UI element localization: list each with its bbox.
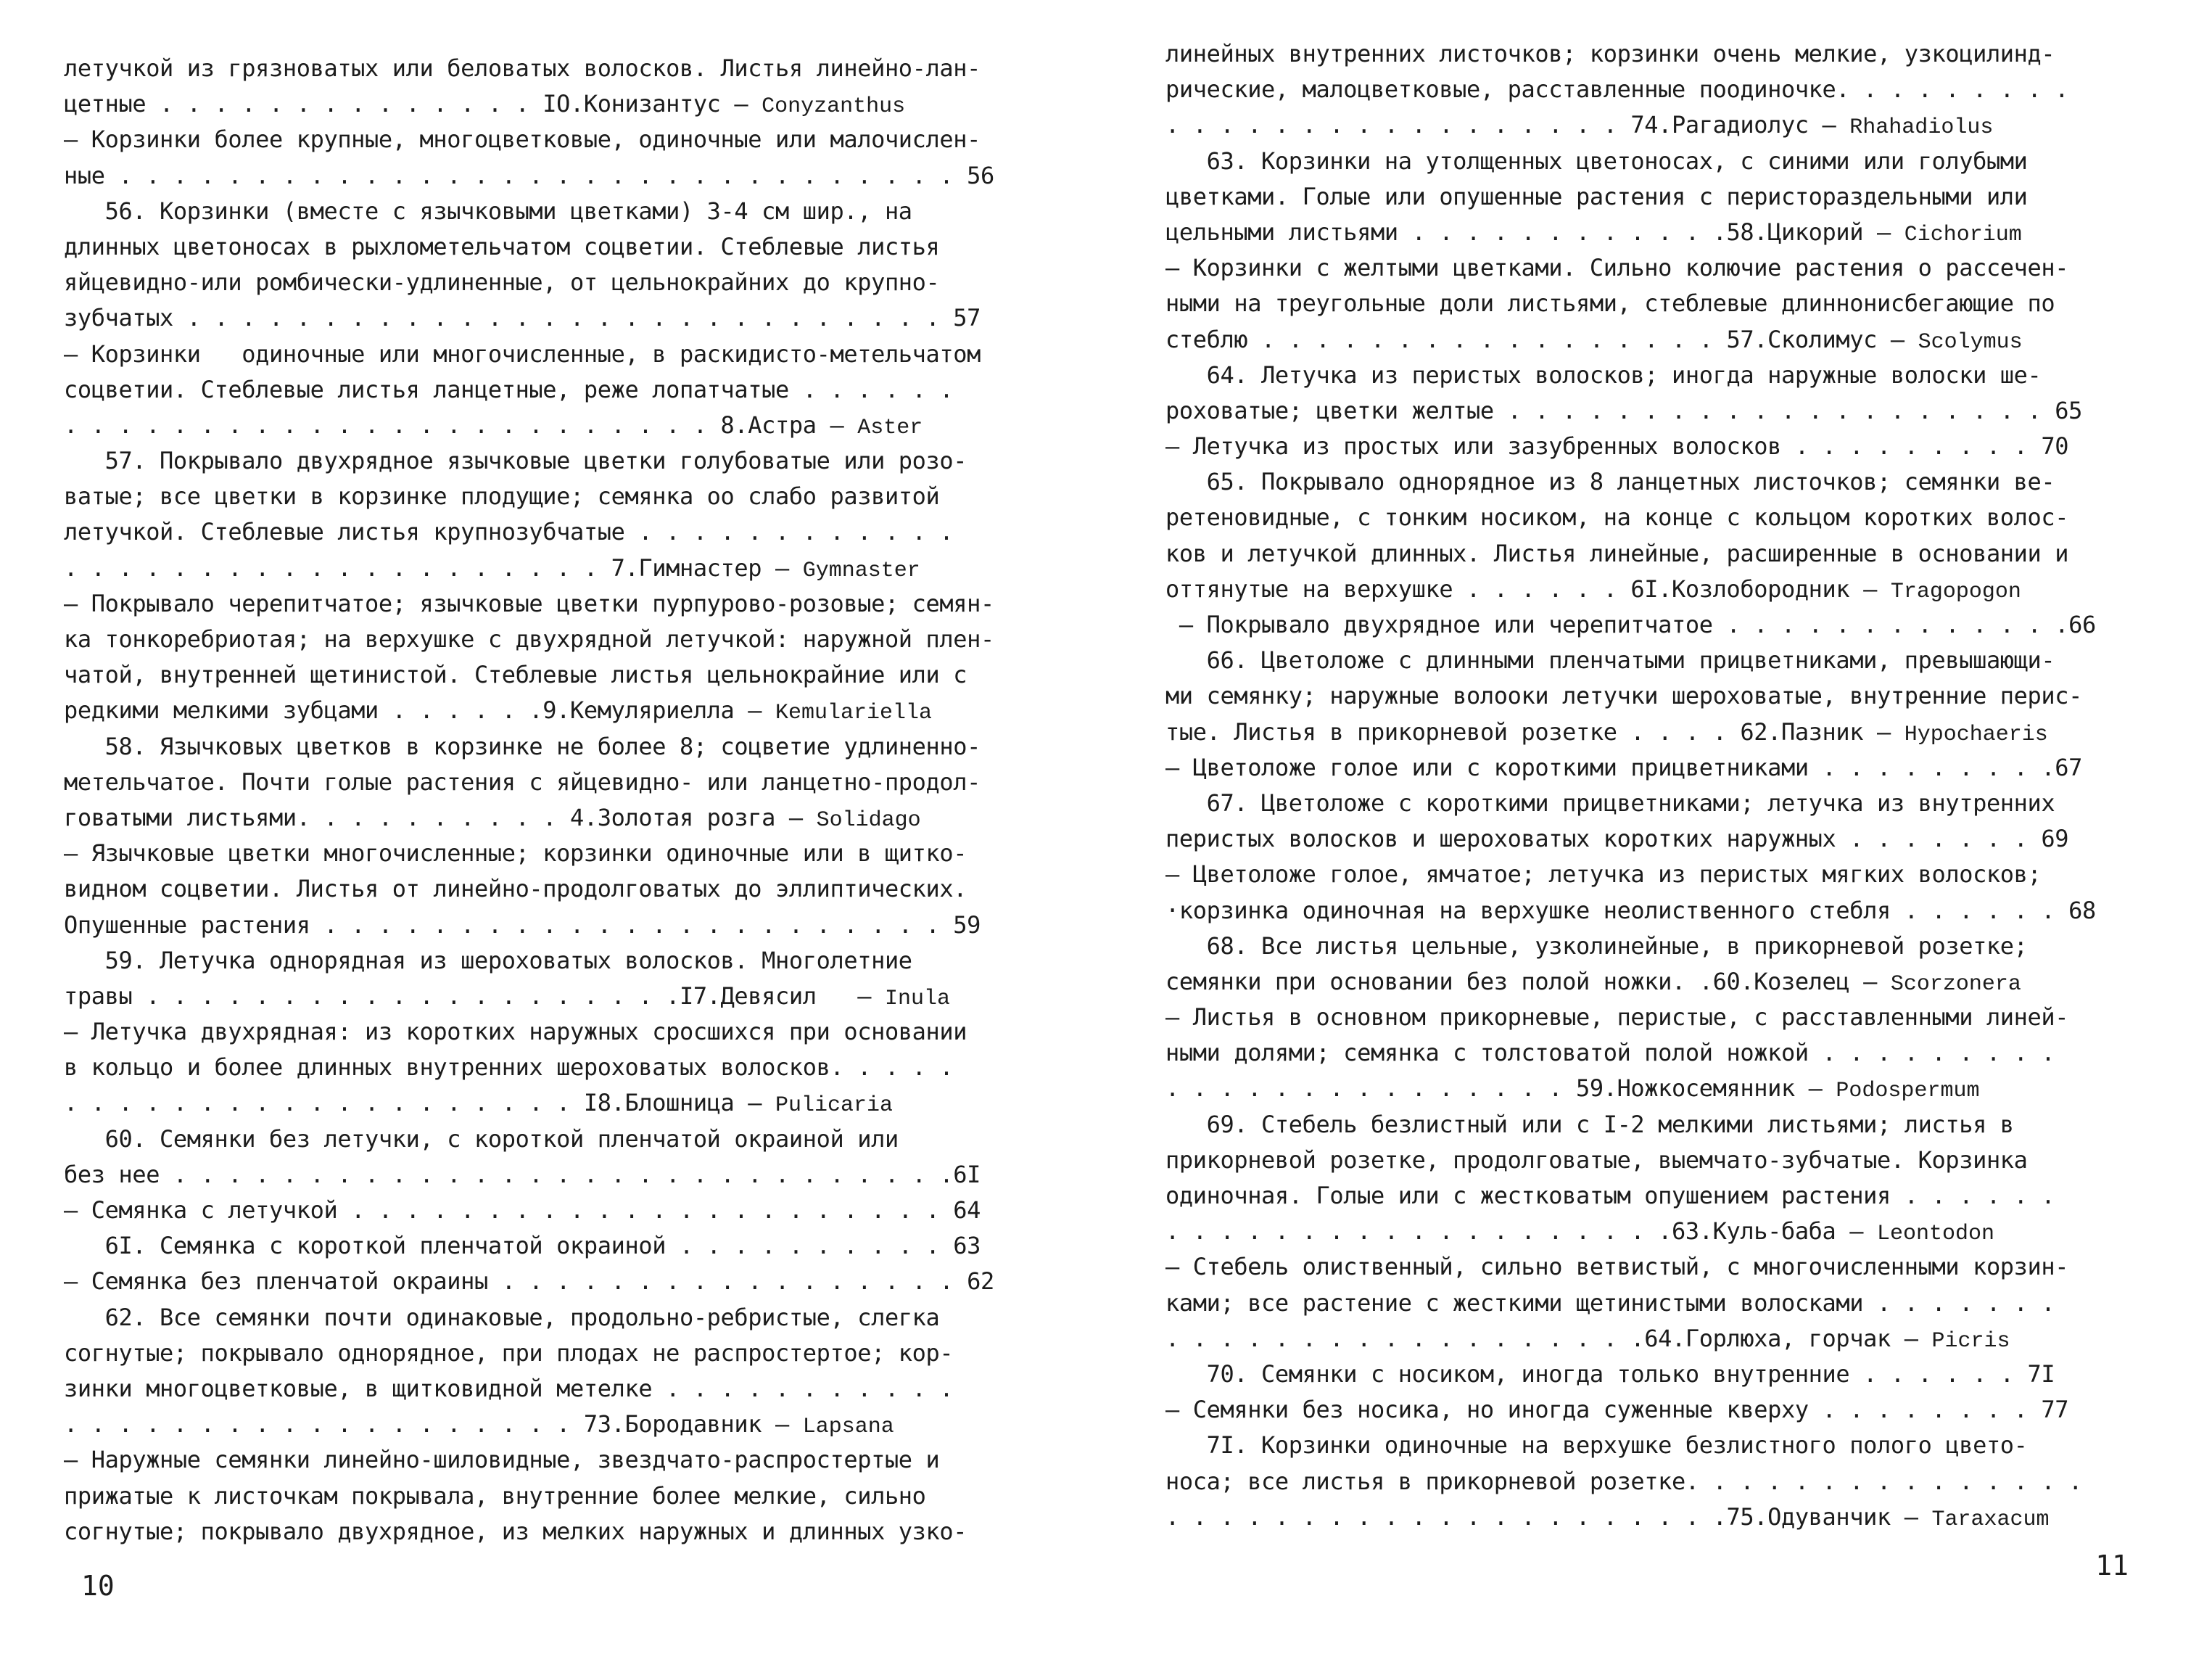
text-line <box>1165 643 2174 678</box>
text-line <box>64 1228 1061 1264</box>
text-line <box>64 943 1061 979</box>
line-text: – Семянки без носика, но иногда суженные кверху . . . . . . . . 77 <box>1165 1396 2069 1424</box>
line-text: ными долями; семянка с толстоватой полой ножкой . . . . . . . . . <box>1165 1039 2055 1067</box>
line-text: 58. Язычковых цветков в корзинке не более 8; соцветие удлиненно- <box>64 732 981 760</box>
text-line <box>1165 821 2174 857</box>
text-line <box>64 1371 1061 1407</box>
line-text: цетные . . . . . . . . . . . . . . IO.Конизантус – <box>64 90 762 118</box>
line-text: говатыми листьями. . . . . . . . . . 4.Золотая розга – <box>64 803 817 831</box>
right-page <box>1106 0 2212 1654</box>
latin-genus-name: Hypochaeris <box>1904 722 2048 747</box>
text-line <box>64 765 1061 800</box>
line-text: цельными листьями . . . . . . . . . . . .58.Цикорий – <box>1165 218 1904 246</box>
text-line <box>1165 750 2174 786</box>
text-line <box>64 1407 1061 1442</box>
text-line <box>64 300 1061 336</box>
latin-genus-name: Inula <box>884 986 950 1011</box>
line-text: тые. Листья в прикорневой розетке . . . . 62.Пазник – <box>1165 717 1904 746</box>
text-line <box>1165 1285 2174 1321</box>
line-text: – Корзинки одиночные или многочисленные, в раскидисто-метельчатом <box>64 340 981 368</box>
text-line <box>1165 678 2174 714</box>
line-text: . . . . . . . . . . . . . . . . . . . 73.Бородавник – <box>64 1410 803 1439</box>
text-line <box>64 908 1061 943</box>
line-text: роховатые; цветки желтые . . . . . . . . . . . . . . . . . . . . 65 <box>1165 396 2082 424</box>
text-line <box>1165 607 2174 643</box>
text-line <box>1165 1428 2174 1463</box>
line-text: 70. Семянки с носиком, иногда только внутренние . . . . . . 7I <box>1165 1359 2055 1388</box>
left-page-text <box>64 51 1061 1550</box>
line-text: – Семянка с летучкой . . . . . . . . . . . . . . . . . . . . . . 64 <box>64 1196 981 1224</box>
line-text: – Корзинки с желтыми цветками. Сильно колючие растения о рассечен- <box>1165 254 2069 282</box>
latin-genus-name: Leontodon <box>1877 1222 1995 1247</box>
text-line <box>64 551 1061 586</box>
line-text: – Цветоложе голое, ямчатое; летучка из перистых мягких волосков; <box>1165 860 2042 889</box>
line-text: оттянутые на верхушке . . . . . . 6I.Козлобородник – <box>1165 575 1891 603</box>
latin-genus-name: Lapsana <box>802 1415 894 1440</box>
line-text: 56. Корзинки (вместе с язычковыми цветками) 3-4 см шир., на <box>64 197 912 225</box>
line-text: – Корзинки более крупные, многоцветковые, одиночные или малочислен- <box>64 126 981 154</box>
text-line <box>1165 1071 2174 1106</box>
line-text: ватые; все цветки в корзинке плодущие; семянка оо слабо развитой <box>64 482 940 511</box>
text-line <box>1165 893 2174 929</box>
text-line <box>1165 1035 2174 1071</box>
line-text: 63. Корзинки на утолщенных цветоносах, с синими или голубыми <box>1165 147 2028 175</box>
line-text: . . . . . . . . . . . . . . . . . . . . . . . . 8.Астра – <box>64 411 858 439</box>
latin-genus-name: Gymnaster <box>802 558 920 583</box>
text-line <box>1165 1143 2174 1178</box>
line-text: соцветии. Стеблевые листья ланцетные, реже лопатчатые . . . . . . <box>64 375 954 403</box>
line-text: – Язычковые цветки многочисленные; корзинки одиночные или в щитко- <box>64 839 967 868</box>
latin-genus-name: Conyzanthus <box>762 94 906 120</box>
text-line <box>1165 1178 2174 1214</box>
line-text: метельчатое. Почти голые растения с яйцевидно- или ланцетно-продол- <box>64 768 981 796</box>
line-text: ные . . . . . . . . . . . . . . . . . . . . . . . . . . . . . . . 56 <box>64 161 994 189</box>
page-number: 10 <box>81 1570 115 1602</box>
line-text: – Листья в основном прикорневые, перистые, с расставленными линей- <box>1165 1003 2069 1032</box>
text-line <box>1165 964 2174 1000</box>
line-text: семянки при основании без полой ножки. .60.Козелец – <box>1165 967 1891 995</box>
line-text: согнутые; покрывало однорядное, при плодах не распростертое; кор- <box>64 1338 954 1367</box>
text-line <box>1165 393 2174 429</box>
line-text: 69. Стебель безлистный или с I-2 мелкими листьями; листья в <box>1165 1110 2014 1138</box>
line-text: . . . . . . . . . . . . . . . 59.Ножкосемянник – <box>1165 1074 1836 1103</box>
text-line <box>64 1442 1061 1478</box>
line-text: зинки многоцветковые, в щитковидной метелке . . . . . . . . . . . <box>64 1374 954 1402</box>
line-text: рические, малоцветковые, расставленные поодиночке. . . . . . . . . <box>1165 75 2069 104</box>
text-line <box>64 1300 1061 1336</box>
text-line <box>1165 1499 2174 1535</box>
text-line <box>1165 215 2174 250</box>
line-text: . . . . . . . . . . . . . . . . . . .63.Куль-баба – <box>1165 1217 1878 1246</box>
text-line <box>64 1050 1061 1085</box>
line-text: длинных цветоносах в рыхлометельчатом соцветии. Стеблевые листья <box>64 232 940 260</box>
text-line <box>64 408 1061 443</box>
latin-genus-name: Kemulariella <box>775 701 933 726</box>
line-text: – Летучка двухрядная: из коротких наружных сросшихся при основании <box>64 1018 967 1046</box>
text-line <box>1165 1000 2174 1035</box>
text-line <box>64 1014 1061 1050</box>
text-line <box>1165 786 2174 821</box>
text-line <box>1165 1464 2174 1499</box>
text-line <box>1165 322 2174 358</box>
right-page-text <box>1165 36 2174 1535</box>
text-line <box>64 1122 1061 1157</box>
line-text: в кольцо и более длинных внутренних шероховатых волосков. . . . . <box>64 1053 954 1082</box>
latin-genus-name: Aster <box>857 415 923 440</box>
text-line <box>64 514 1061 550</box>
line-text: линейных внутренних листочков; корзинки очень мелкие, узкоцилинд- <box>1165 40 2055 67</box>
line-text: ками; все растение с жесткими щетинистыми волосками . . . . . . . <box>1165 1288 2055 1317</box>
text-line <box>64 979 1061 1014</box>
text-line <box>1165 1107 2174 1143</box>
line-text: зубчатых . . . . . . . . . . . . . . . . . . . . . . . . . . . . 57 <box>64 304 981 332</box>
text-line <box>1165 250 2174 286</box>
line-text: ·корзинка одиночная на верхушке неолиственного стебля . . . . . . 68 <box>1165 896 2096 924</box>
line-text: 62. Все семянки почти одинаковые, продольно-ребристые, слегка <box>64 1303 940 1331</box>
text-line <box>64 122 1061 157</box>
text-line <box>64 800 1061 836</box>
line-text: прикорневой розетке, продолговатые, выемчато-зубчатые. Корзинка <box>1165 1145 2028 1174</box>
line-text: – Наружные семянки линейно-шиловидные, звездчато-распростертые и <box>64 1446 940 1474</box>
text-line <box>64 1085 1061 1121</box>
line-text: носа; все листья в прикорневой розетке. . . . . . . . . . . . . . . <box>1165 1467 2082 1495</box>
line-text: одиночная. Голые или с жестковатым опушением растения . . . . . . <box>1165 1182 2055 1209</box>
line-text: 66. Цветоложе с длинными пленчатыми прицветниками, превышающи- <box>1165 646 2055 675</box>
latin-genus-name: Solidago <box>816 807 921 833</box>
text-line <box>64 1336 1061 1371</box>
text-line <box>64 1514 1061 1550</box>
line-text: . . . . . . . . . . . . . . . . . . . . 7.Гимнастер – <box>64 554 803 582</box>
line-text: – Летучка из простых или зазубренных волосков . . . . . . . . . 70 <box>1165 432 2069 461</box>
text-line <box>1165 286 2174 321</box>
line-text: – Семянка без пленчатой окраины . . . . . . . . . . . . . . . . . 62 <box>64 1267 994 1296</box>
latin-genus-name: Picris <box>1931 1328 2010 1354</box>
latin-genus-name: Taraxacum <box>1931 1507 2050 1532</box>
line-text: – Стебель олиственный, сильно ветвистый, с многочисленными корзин- <box>1165 1253 2069 1281</box>
text-line <box>64 51 1061 86</box>
line-text: видном соцветии. Листья от линейно-продолговатых до эллиптических. <box>64 875 967 903</box>
text-line <box>64 337 1061 372</box>
text-line <box>64 1478 1061 1514</box>
text-line <box>64 586 1061 622</box>
line-text: согнутые; покрывало двухрядное, из мелких наружных и длинных узко- <box>64 1517 967 1545</box>
text-line <box>64 372 1061 408</box>
page-number: 11 <box>2095 1550 2129 1581</box>
line-text: 57. Покрывало двухрядное язычковые цветки голубоватые или розо- <box>64 447 967 475</box>
latin-genus-name: Scorzonera <box>1890 971 2021 997</box>
text-line <box>64 443 1061 479</box>
latin-genus-name: Podospermum <box>1836 1079 1980 1104</box>
text-line <box>64 693 1061 728</box>
text-line <box>64 657 1061 693</box>
line-text: 6I. Семянка с короткой пленчатой окраиной . . . . . . . . . . 63 <box>64 1232 981 1260</box>
text-line <box>1165 1357 2174 1392</box>
text-line <box>1165 1249 2174 1285</box>
line-text: – Цветоложе голое или с короткими прицветниками . . . . . . . . .67 <box>1165 753 2082 781</box>
line-text: перистых волосков и шероховатых коротких наружных . . . . . . . 69 <box>1165 825 2069 853</box>
text-line <box>1165 72 2174 107</box>
text-line <box>1165 429 2174 464</box>
line-text: летучкой из грязноватых или беловатых волосков. Листья линейно-лан- <box>64 54 981 82</box>
line-text: 59. Летучка однорядная из шероховатых волосков. Многолетние <box>64 946 912 974</box>
latin-genus-name: Cichorium <box>1904 222 2022 247</box>
line-text: . . . . . . . . . . . . . . . . . . . I8.Блошница – <box>64 1089 776 1117</box>
text-line <box>1165 144 2174 179</box>
line-text: – Покрывало двухрядное или черепитчатое . . . . . . . . . . . . .66 <box>1165 611 2096 638</box>
text-line <box>1165 929 2174 964</box>
text-line <box>64 229 1061 265</box>
text-line <box>1165 1321 2174 1357</box>
text-line <box>1165 358 2174 393</box>
text-line <box>1165 857 2174 892</box>
text-line <box>1165 179 2174 215</box>
line-text: стеблю . . . . . . . . . . . . . . . . . 57.Сколимус – <box>1165 325 1918 353</box>
line-text: летучкой. Стеблевые листья крупнозубчатые . . . . . . . . . . . . <box>64 518 954 546</box>
line-text: . . . . . . . . . . . . . . . . . . . . .75.Одуванчик – <box>1165 1502 1932 1531</box>
line-text: 60. Семянки без летучки, с короткой пленчатой окраиной или <box>64 1124 899 1153</box>
latin-genus-name: Pulicaria <box>775 1093 894 1119</box>
line-text: . . . . . . . . . . . . . . . . . 74.Рагадиолус – <box>1165 111 1850 139</box>
text-line <box>64 1193 1061 1228</box>
text-line <box>64 158 1061 194</box>
latin-genus-name: Rhahadiolus <box>1849 115 1994 141</box>
line-text: ков и летучкой длинных. Листья линейные, расширенные в основании и <box>1165 539 2069 567</box>
text-line <box>64 836 1061 871</box>
line-text: без нее . . . . . . . . . . . . . . . . . . . . . . . . . . . . .6I <box>64 1160 981 1188</box>
text-line <box>64 86 1061 122</box>
line-text: 65. Покрывало однорядное из 8 ланцетных листочков; семянки ве- <box>1165 468 2055 496</box>
text-line <box>1165 464 2174 500</box>
latin-genus-name: Scolymus <box>1918 329 2023 355</box>
line-text: – Покрывало черепитчатое; язычковые цветки пурпурово-розовые; семян- <box>64 589 994 617</box>
line-text: ми семянку; наружные волооки летучки шероховатые, внутренние перис- <box>1165 682 2082 710</box>
line-text: 64. Летучка из перистых волосков; иногда наружные волоски ше- <box>1165 361 2042 389</box>
text-line <box>1165 36 2174 72</box>
text-line <box>64 871 1061 907</box>
text-line <box>1165 107 2174 143</box>
line-text: 67. Цветоложе с короткими прицветниками; летучка из внутренних <box>1165 789 2055 817</box>
text-line <box>64 622 1061 657</box>
text-line <box>1165 1214 2174 1249</box>
text-line <box>64 265 1061 300</box>
line-text: Опушенные растения . . . . . . . . . . . . . . . . . . . . . . . 59 <box>64 910 981 939</box>
line-text: травы . . . . . . . . . . . . . . . . . . . .I7.Девясил – <box>64 982 885 1010</box>
line-text: ными на треугольные доли листьями, стеблевые длиннонисбегающие по <box>1165 289 2055 318</box>
text-line <box>1165 572 2174 607</box>
text-line <box>64 194 1061 229</box>
line-text: ка тонкоребриотая; на верхушке с двухрядной летучкой: наружной плен- <box>64 625 994 653</box>
text-line <box>1165 715 2174 750</box>
line-text: . . . . . . . . . . . . . . . . . .64.Горлюха, горчак – <box>1165 1324 1932 1352</box>
text-line <box>64 1157 1061 1193</box>
line-text: чатой, внутренней щетинистой. Стеблевые листья цельнокрайние или с <box>64 661 967 689</box>
text-line <box>64 1264 1061 1299</box>
text-line <box>1165 1392 2174 1428</box>
latin-genus-name: Tragopogon <box>1890 579 2021 604</box>
line-text: прижатые к листочкам покрывала, внутренние более мелкие, сильно <box>64 1481 926 1510</box>
text-line <box>1165 500 2174 535</box>
text-line <box>1165 536 2174 572</box>
line-text: редкими мелкими зубцами . . . . . .9.Кемуляриелла – <box>64 696 776 725</box>
line-text: ретеновидные, с тонким носиком, на конце с кольцом коротких волос- <box>1165 503 2069 532</box>
line-text: цветками. Голые или опушенные растения с перисторaздельными или <box>1165 182 2028 210</box>
line-text: 7I. Корзинки одиночные на верхушке безлистного полого цвето- <box>1165 1431 2028 1460</box>
text-line <box>64 479 1061 514</box>
line-text: 68. Все листья цельные, узколинейные, в прикорневой розетке; <box>1165 931 2028 960</box>
text-line <box>64 729 1061 765</box>
line-text: яйцевидно-или ромбически-удлиненные, от цельнокрайних до крупно- <box>64 268 940 297</box>
